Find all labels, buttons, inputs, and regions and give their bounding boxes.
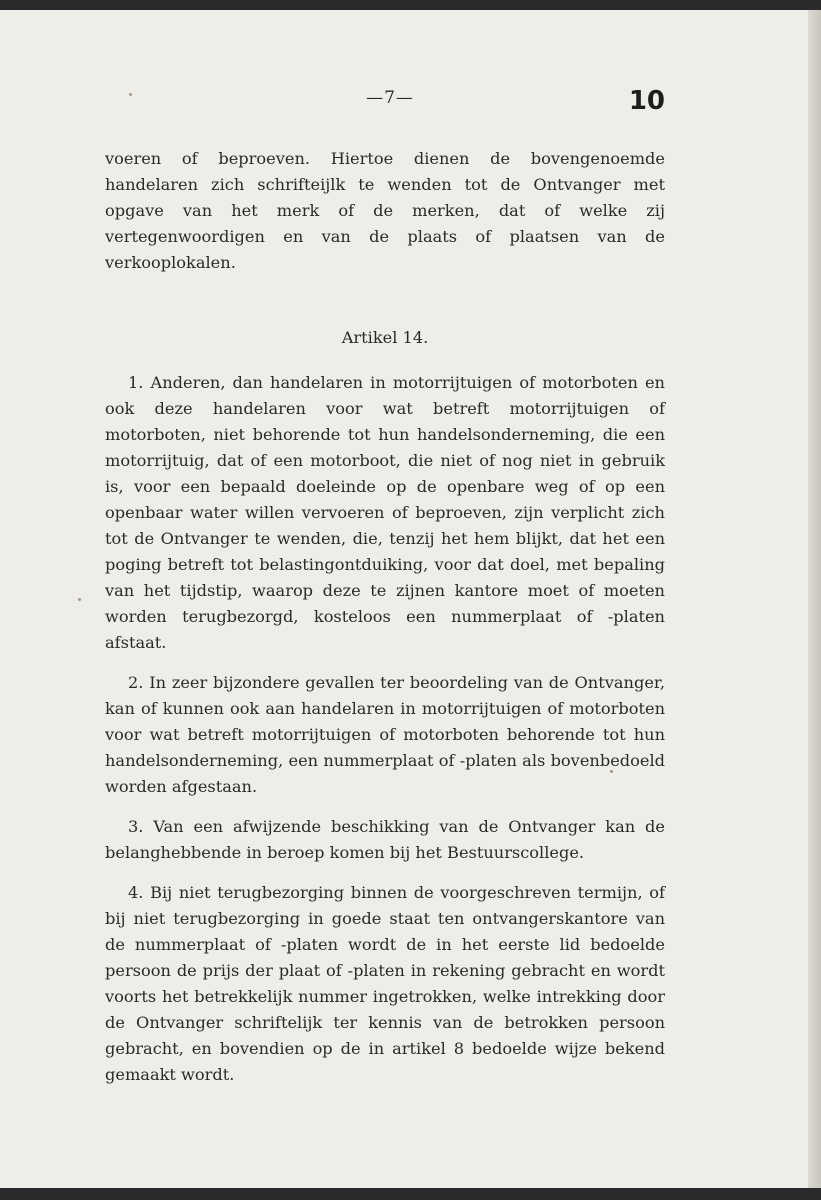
paper-speck — [129, 93, 132, 96]
article-heading: Artikel 14. — [341, 328, 429, 347]
body-text — [105, 146, 665, 1102]
paragraph-1: 1. Anderen, dan handelaren in motorrijtuigen of motorboten en ook deze handelaren voor wat betreft motorrijtuigen of motorboten, niet behorende tot hun handelsonderneming, die een motorrijtuig, dat of een motorboot, die niet of nog niet in gebruik is, voor een bepaald doeleinde op de openbare weg of op een openbaar water willen vervoeren of beproeven, zijn verplicht zich tot de Ontvanger te wenden, die, tenzij het hem blijkt, dat het een poging betreft tot belastingontduiking, voor dat doel, met bepaling van het tijdstip, waarop deze te zijnen kantore moet of moeten worden terugbezorgd, kosteloos een nummerplaat of -platen afstaat. — [105, 373, 665, 652]
paragraph-4: 4. Bij niet terugbezorging binnen de voorgeschreven termijn, of bij niet terugbezorging in goede staat ten ontvangerskantore van de nummerplaat of -platen wordt de in het eerste lid bedoelde persoon de prijs der plaat of -platen in rekening gebracht en wordt voorts het betrekkelijk nummer ingetrokken, welke intrekking door de Ontvanger schriftelijk ter kennis van de betrokken persoon gebracht, en bovendien op de in artikel 8 bedoelde wijze bekend gemaakt wordt. — [105, 883, 665, 1084]
paper-speck — [78, 598, 81, 601]
paper-speck — [610, 770, 613, 773]
page-number: —7— — [366, 88, 414, 108]
paragraph-3: 3. Van een afwijzende beschikking van de Ontvanger kan de belanghebbende in beroep komen bij het Bestuurscollege. — [105, 817, 665, 862]
page-edge — [808, 10, 821, 1188]
paragraph-2: 2. In zeer bijzondere gevallen ter beoordeling van de Ontvanger, kan of kunnen ook aan handelaren in motorrijtuigen of motorboten voor wat betreft motorrijtuigen of motorboten behorende tot hun handelsonderneming, een nummerplaat of -platen als bovenbedoeld worden afgestaan. — [105, 673, 665, 796]
margin-page-number: 10 — [628, 86, 665, 116]
intro-paragraph: voeren of beproeven. Hiertoe dienen de bovengenoemde handelaren zich schrifteijlk te wenden tot de Ontvanger met opgave van het merk of de merken, dat of welke zij vertegenwoordigen en van de plaats of plaatsen van de verkooplokalen. — [105, 149, 665, 272]
